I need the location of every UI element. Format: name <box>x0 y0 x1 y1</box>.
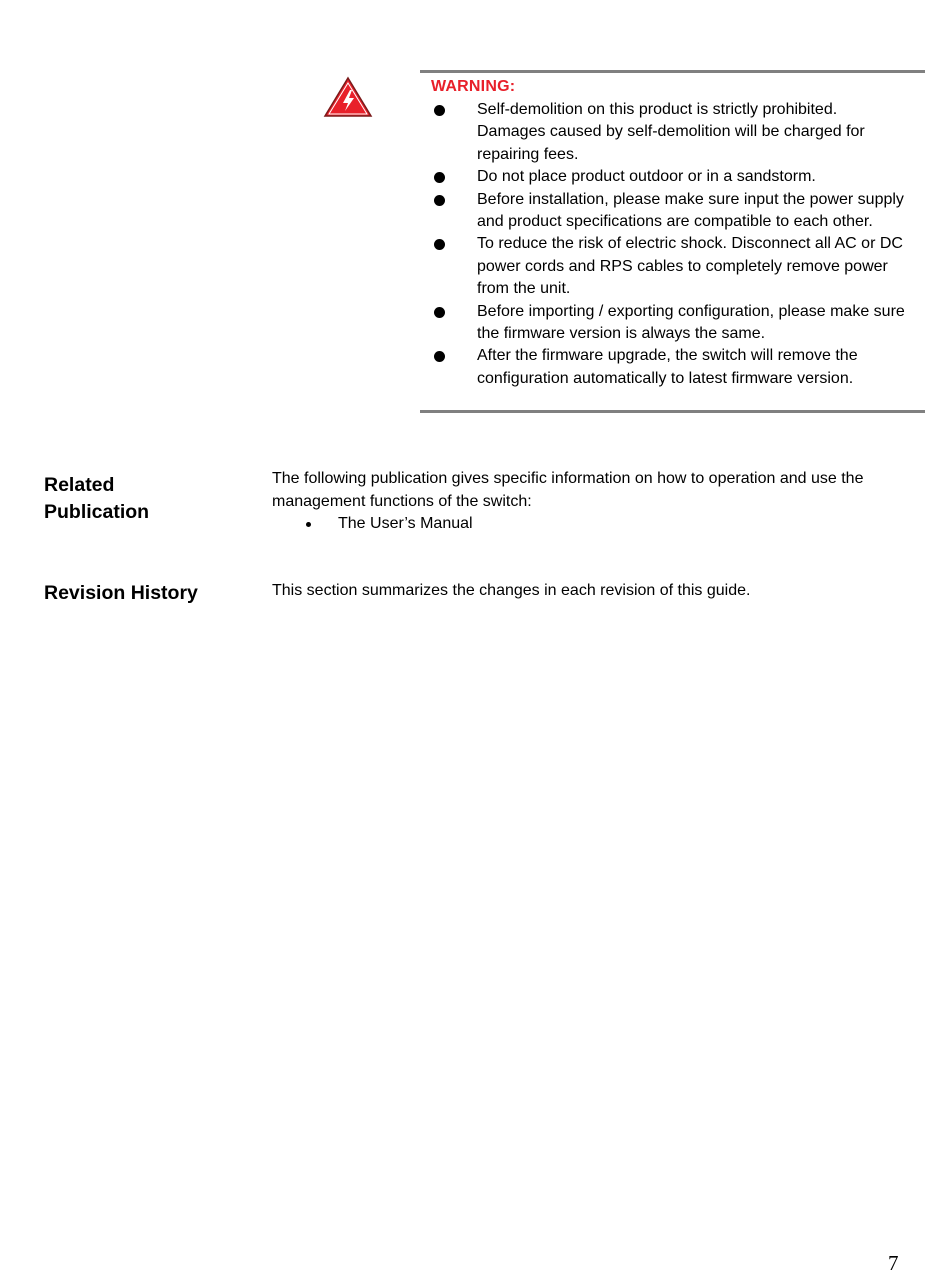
bullet-icon <box>434 307 445 318</box>
publication-item <box>272 513 473 536</box>
warning-list <box>420 99 925 390</box>
warning-item-text: Before installation, please make sure input the power supply and product specifications are compatible to each other. <box>477 190 904 231</box>
warning-item <box>420 166 925 188</box>
warning-title: WARNING: <box>431 78 516 95</box>
bullet-icon <box>434 351 445 362</box>
related-publication-heading-line1: Related <box>44 474 115 496</box>
warning-item-text: Self-demolition on this product is strictly prohibited. Damages caused by self-demolition will be charged for repairing fees. <box>477 101 865 163</box>
bullet-icon <box>434 105 445 116</box>
revision-history-body: This section summarizes the changes in each revision of this guide. <box>272 582 751 599</box>
warning-item-text: To reduce the risk of electric shock. Disconnect all AC or DC power cords and RPS cables to completely remove power from the unit. <box>477 235 903 298</box>
electric-shock-warning-icon <box>323 76 373 118</box>
bullet-icon <box>434 239 445 250</box>
warning-item <box>420 345 925 390</box>
revision-history-heading: Revision History <box>44 582 198 604</box>
bullet-icon <box>306 522 311 527</box>
related-publication-heading-line2: Publication <box>44 501 150 523</box>
warning-item <box>420 99 925 166</box>
bullet-icon <box>434 172 445 183</box>
related-publication-heading <box>44 472 149 526</box>
warning-item-text: Do not place product outdoor or in a sandstorm. <box>477 168 816 186</box>
page-number: 7 <box>888 1251 899 1275</box>
related-publication-body: The following publication gives specific information on how to operation and use the management functions of the switch: <box>272 470 864 510</box>
warning-item <box>420 189 925 234</box>
publication-list <box>272 513 473 536</box>
warning-item-text: After the firmware upgrade, the switch will remove the configuration automatically to latest firmware version. <box>477 347 858 387</box>
publication-item-text: The User’s Manual <box>338 515 473 532</box>
warning-item <box>420 233 925 300</box>
warning-item <box>420 301 925 346</box>
bullet-icon <box>434 195 445 206</box>
warning-box <box>420 70 925 413</box>
warning-item-text: Before importing / exporting configuration, please make sure the firmware version is always the same. <box>477 302 905 343</box>
